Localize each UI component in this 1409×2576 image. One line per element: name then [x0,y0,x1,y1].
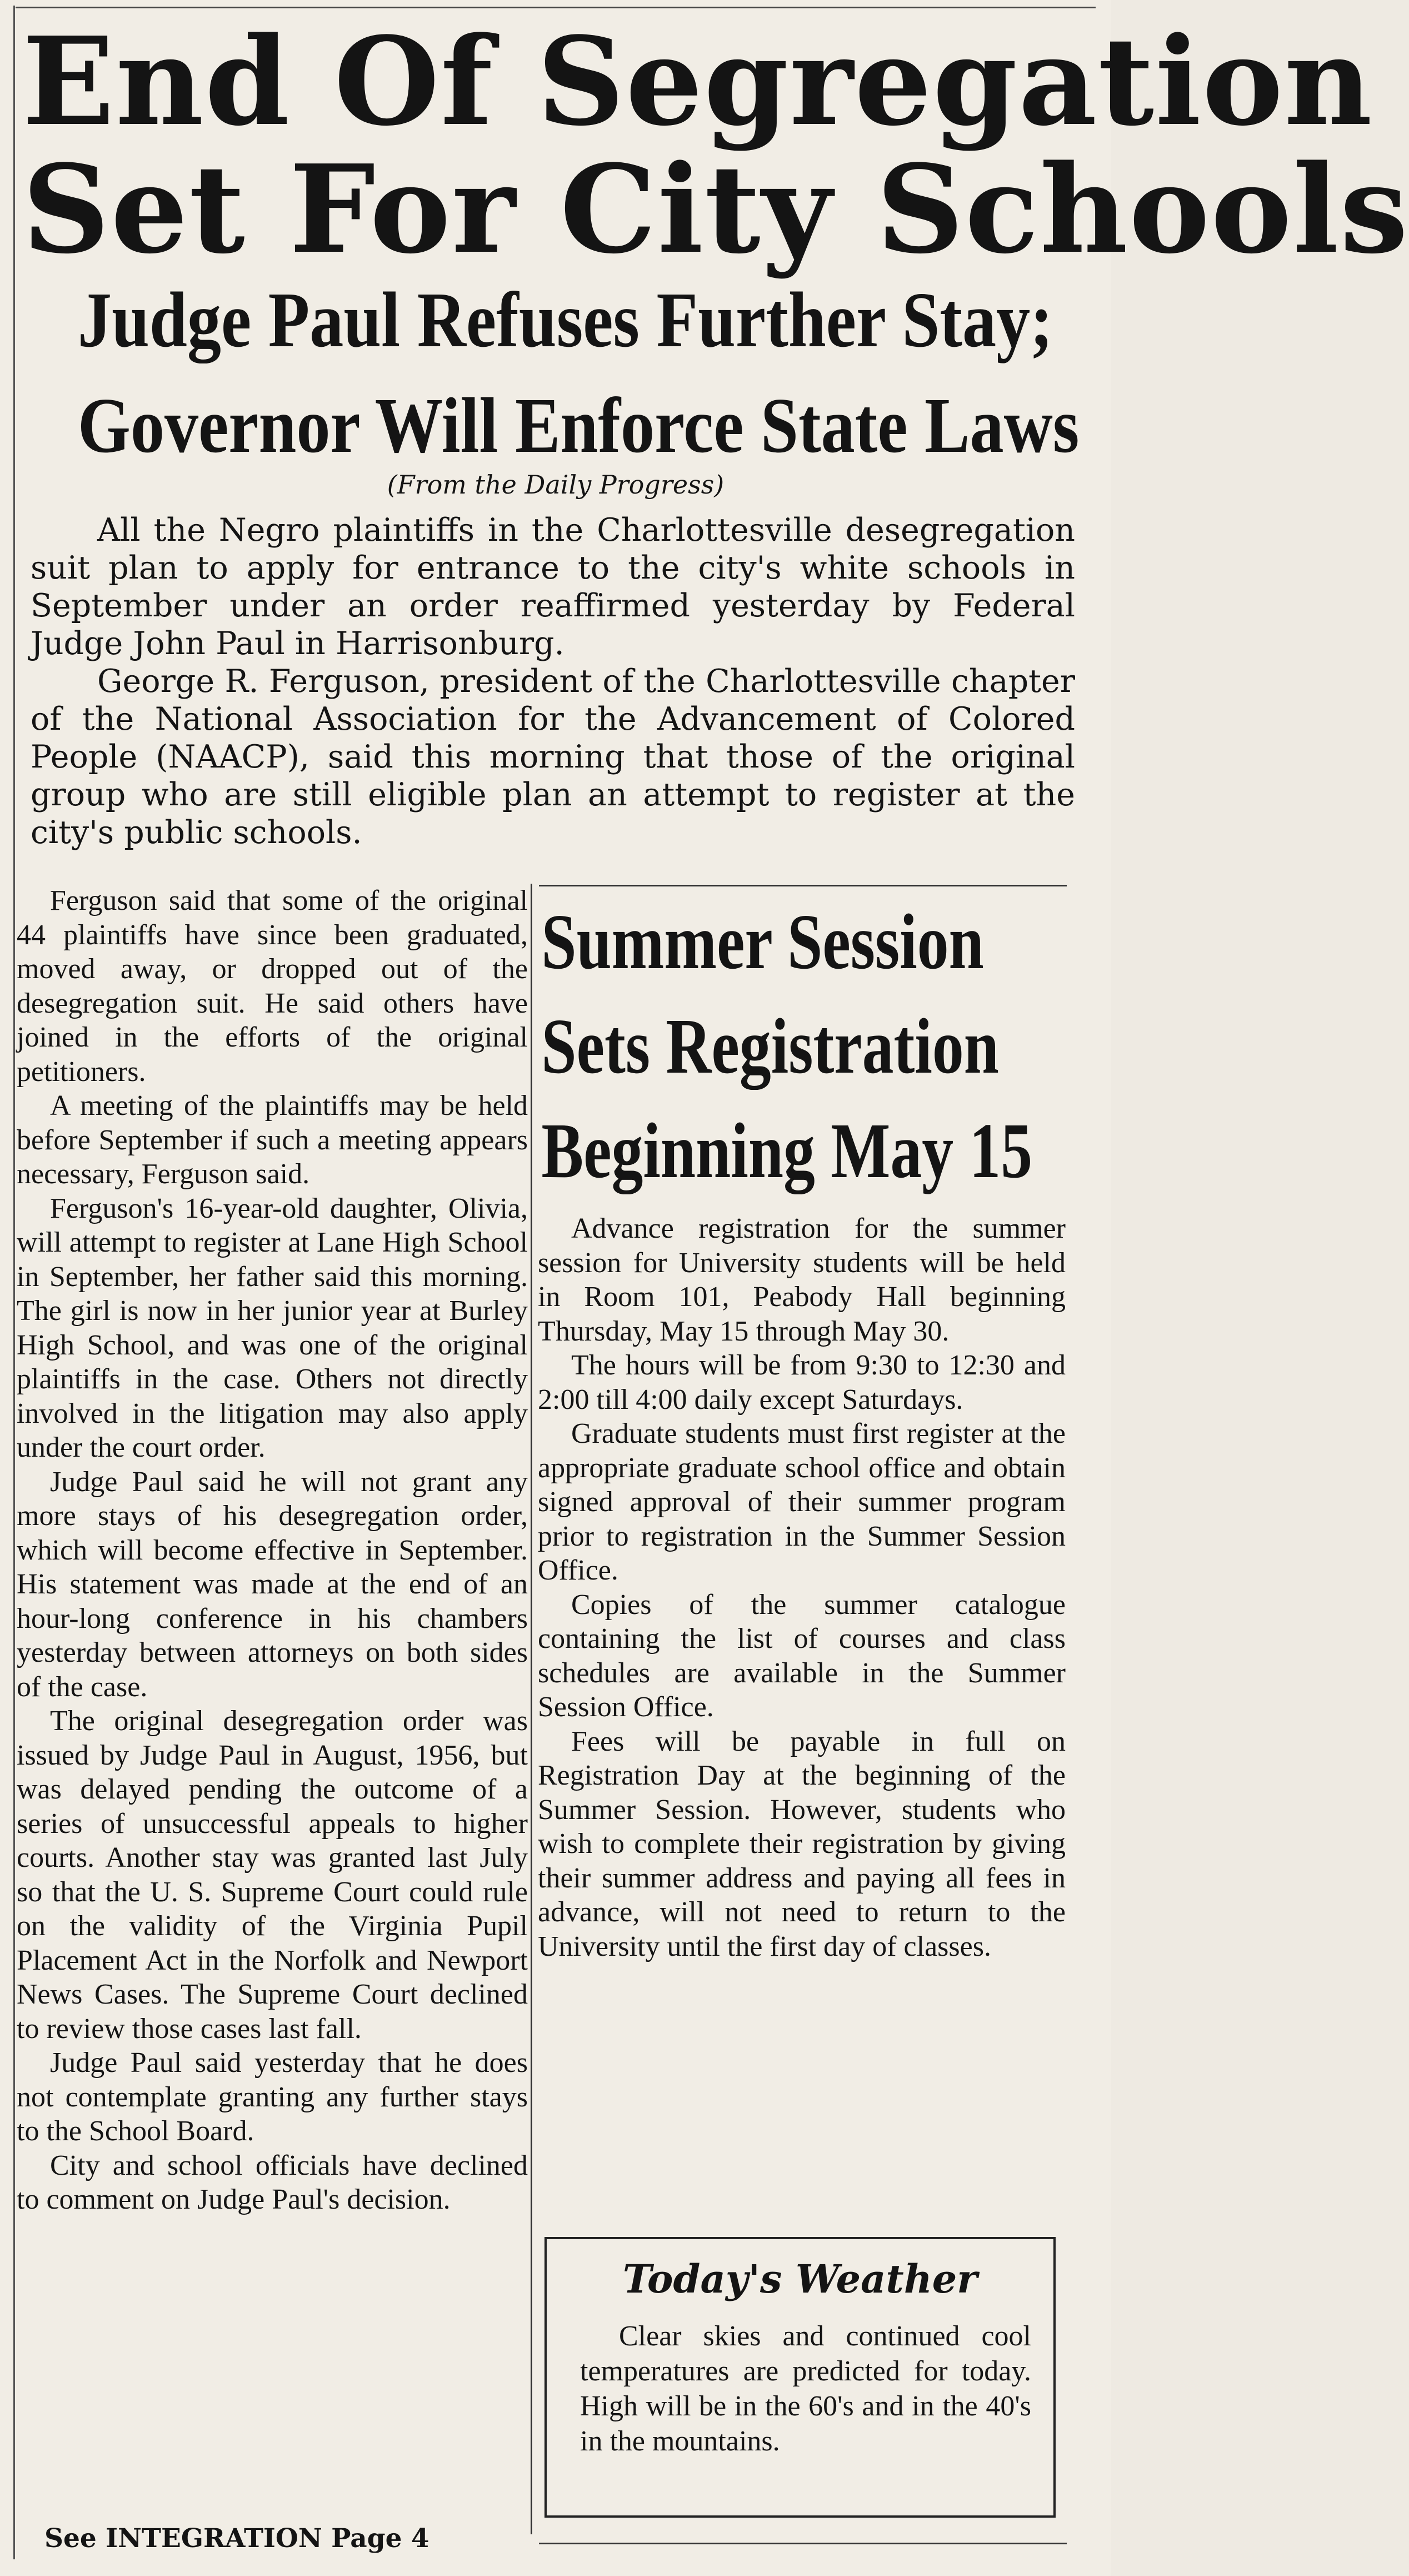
summer-session-headline-line-2: Sets Registration [541,1002,999,1090]
article-paragraph: City and school officials have declined to comment on Judge Paul's decision. [17,2149,528,2215]
right-column-top-rule [539,885,1067,886]
subheadline-line-1: Judge Paul Refuses Further Stay; [78,276,1053,363]
weather-forecast: Clear skies and continued cool temperatures are predicted for today. High will be in the 60's and in the 40's in the mountains. [580,2320,1031,2457]
left-article-column [17,884,528,2540]
bottom-rule [539,2543,1067,2544]
article-paragraph: The hours will be from 9:30 to 12:30 and 2:00 till 4:00 daily except Saturdays. [538,1349,1066,1416]
article-paragraph: Judge Paul said he will not grant any more stays of his desegregation order, which will become effective in September. His statement was made at the end of an hour-long conference in his chambers yesterday between attorneys on both sides of the case. [17,1466,528,1703]
article-paragraph: Fees will be payable in full on Registration Day at the beginning of the Summer Session. However, students who wish to complete their registration by giving their summer address and paying all fees in advance, will not need to return to the University until the first day of classes. [538,1725,1066,1962]
article-paragraph: Ferguson's 16-year-old daughter, Olivia, will attempt to register at Lane High School in September, her father said this morning. The girl is now in her junior year at Burley High School, and was one of the original plaintiffs in the case. Others not directly involved in the litigation may also apply under the court order. [17,1192,528,1463]
weather-text [580,2319,1031,2459]
top-rule [16,7,1096,8]
summer-session-headline-line-3: Beginning May 15 [541,1107,1033,1194]
article-paragraph: Copies of the summer catalogue containing the list of courses and class schedules are available in the Summer Session Office. [538,1588,1066,1723]
article-paragraph: Graduate students must first register at the appropriate graduate school office and obtain signed approval of their summer program prior to registration in the Summer Session Office. [538,1418,1066,1586]
article-paragraph: A meeting of the plaintiffs may be held before September if such a meeting appears necessary, Ferguson said. [17,1090,528,1190]
article-paragraph: Judge Paul said yesterday that he does not contemplate granting any further stays to the School Board. [17,2047,528,2147]
weather-box [544,2237,1056,2518]
article-paragraph: Ferguson said that some of the original 44 plaintiffs have since been graduated, moved away, or dropped out of the desegregation suit. He said others have joined in the efforts of the original petitioners. [17,885,528,1088]
lead-paragraph: All the Negro plaintiffs in the Charlottesville desegregation suit plan to apply for entrance to the city's white schools in September under an order reaffirmed yesterday by Federal Judge John Paul in Harrisonburg. [31,512,1075,662]
lead-paragraphs [31,511,1075,851]
lead-paragraph: George R. Ferguson, president of the Charlottesville chapter of the National Association for the Advancement of Colored People (NAACP), said this morning that those of the original group who are still eligible plan an attempt to register at the city's public schools. [31,663,1075,851]
summer-session-article [538,1212,1066,1964]
weather-title: Today's Weather [622,2256,978,2302]
headline-line-2: Set For City Schools [22,138,1409,281]
source-credit: (From the Daily Progress) [387,470,725,500]
summer-session-headline-line-1: Summer Session [541,898,984,985]
summer-session-headline [538,889,1066,1203]
headline-line-1: End Of Segregation [22,11,1373,153]
left-border-rule [13,6,15,2559]
subheadline-line-2: Governor Will Enforce State Laws [78,381,1080,469]
continued-jump-line: See INTEGRATION Page 4 [44,2523,429,2554]
column-divider [531,884,532,2534]
article-paragraph: Advance registration for the summer session for University students will be held in Room 101, Peabody Hall beginning Thursday, May 15 through May 30. [538,1213,1066,1347]
article-paragraph: The original desegregation order was issued by Judge Paul in August, 1956, but was delayed pending the outcome of a series of unsuccessful appeals to higher courts. Another stay was granted last July so that the U. S. Supreme Court could rule on the validity of the Virginia Pupil Placement Act in the Norfolk and Newport News Cases. The Supreme Court declined to review those cases last fall. [17,1705,528,2045]
